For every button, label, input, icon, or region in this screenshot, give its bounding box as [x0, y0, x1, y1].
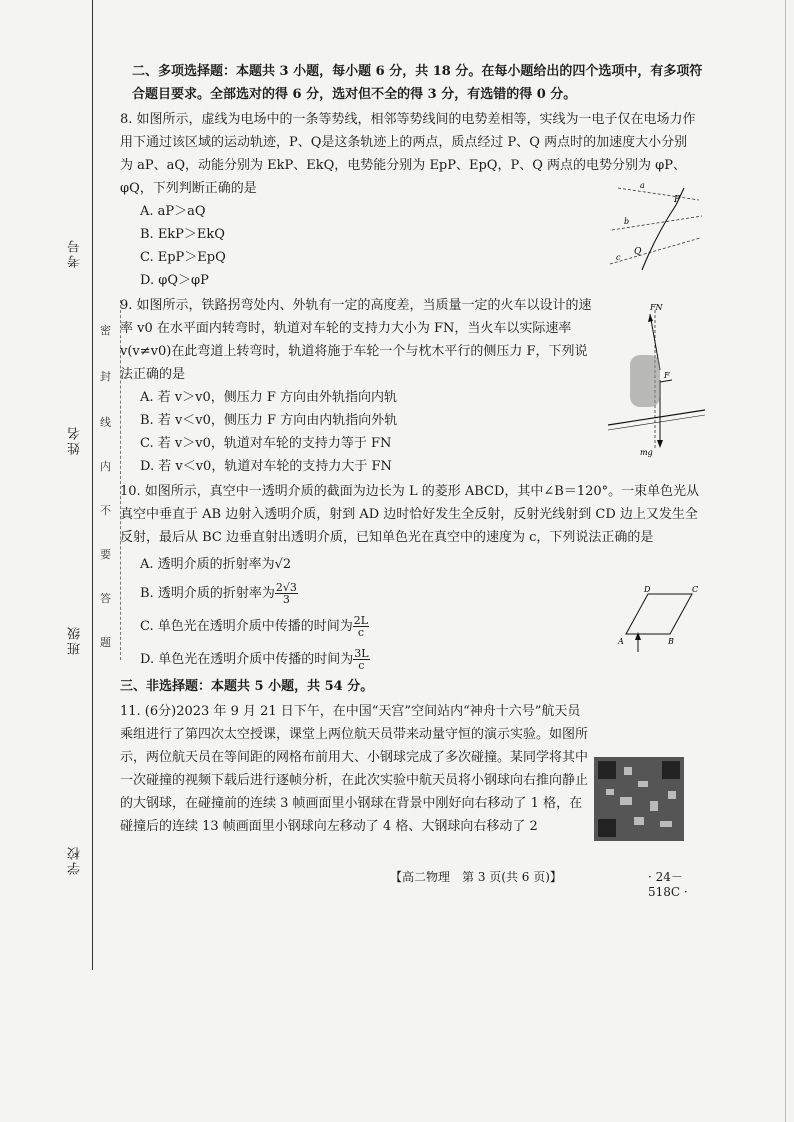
q10-option-c	[120, 615, 600, 638]
q10-option-b	[120, 582, 600, 605]
q8-option-c: C. EpP＞EpQ	[140, 250, 226, 265]
page-edge	[785, 0, 786, 1122]
label-d: D	[644, 585, 651, 594]
label-a: a	[640, 181, 645, 190]
label-f: F	[664, 371, 670, 380]
label-fn: FN	[650, 303, 663, 312]
seal-char: 封	[100, 370, 111, 383]
equipotential-line-a	[618, 188, 699, 200]
label-a: A	[618, 637, 624, 646]
arrow-head	[648, 314, 653, 322]
side-label-xingming: 姓名	[68, 425, 83, 455]
footer-code: · 24－518C ·	[648, 870, 688, 899]
q11-stem: 11. (6分)2023 年 9 月 21 日下午，在中国“天宫”空间站内“神舟十六号”航天员乘组进行了第四次太空授课，课堂上两位航天员带来动量守恒的演示实验。如图所示，两位航天员在等间距的网格布前用大、小钢球完成了多次碰撞。某同学将其中一次碰撞的视频下载后进行逐帧分析，在此次实验中航天员将小钢球向右推向静止的大钢球，在碰撞前的连续 3 帧画面里小钢球在背景中刚好向右移动了 1 格，在碰撞后的连续 13 帧画面里小钢球向左移动了 4 格、大钢球向右移动了 2	[120, 704, 589, 834]
side-force-arrow	[660, 380, 672, 382]
footer-page-info: 【高二物理 第 3 页(共 6 页)】	[390, 870, 562, 884]
seal-char: 密	[100, 324, 111, 337]
q8-option-d: D. φQ＞φP	[140, 273, 209, 288]
q9-stem: 9. 如图所示，铁路拐弯处内、外轨有一定的高度差，当质量一定的火车以设计的速率 v0 在水平面内转弯时，轨道对车轮的支持力大小为 FN，当火车以实际速率 v(v≠v0)在此弯道上转弯时，轨道将施于车轮一个与枕木平行的侧压力 F，下列说法正确的是	[120, 298, 592, 382]
fraction-denominator: c	[358, 659, 365, 672]
q10-option-b-text: B. 透明介质的折射率为	[140, 586, 275, 601]
q8-stem: 8. 如图所示，虚线为电场中的一条等势线，相邻等势线间的电势差相等，实线为一电子仅在电场力作用下通过该区域的运动轨迹，P、Q是这条轨迹上的两点，质点经过 P、Q 两点时的加速度大小分别为 aP、aQ，动能分别为 EkP、EkQ，电势能分别为 EpP、EpQ，P、Q 两点的电势分别为 φP、φQ，下列判断正确的是	[120, 112, 696, 196]
seal-char: 不	[100, 504, 111, 517]
q8-option-a: A. aP＞aQ	[140, 204, 206, 219]
q10-option-c-text: C. 单色光在透明介质中传播的时间为	[140, 619, 353, 634]
fraction-numerator: 3L	[354, 647, 369, 660]
side-label-xuexiao: 学校	[68, 845, 83, 875]
q10-option-d	[120, 648, 600, 671]
q9-option-b: B. 若 v＜v0，侧压力 F 方向由内轨指向外轨	[140, 413, 398, 428]
seal-char: 内	[100, 460, 111, 473]
fraction-numerator: 2L	[353, 614, 369, 627]
label-c: c	[616, 253, 621, 262]
arrow-head	[657, 440, 663, 448]
q9-option-d: D. 若 v＜v0，轨道对车轮的支持力大于 FN	[140, 459, 392, 474]
fraction	[275, 582, 298, 605]
q10-stem: 10. 如图所示，真空中一透明介质的截面为边长为 L 的菱形 ABCD，其中∠B＝120°。一束单色光从真空中垂直于 AB 边射入透明介质，射到 AD 边时恰好发生全反射，反射光线射到 CD 边上又发生全反射，最后从 BC 边垂直射出透明介质，已知单色光在真空中的速度为 c，下列说法正确的是	[120, 484, 700, 545]
q9-option-a: A. 若 v＞v0，侧压力 F 方向由外轨指向内轨	[140, 390, 398, 405]
section3-title: 三、非选择题：本题共 5 小题，共 54 分。	[120, 679, 374, 694]
fraction-denominator: c	[357, 626, 364, 639]
label-q: Q	[634, 247, 642, 257]
side-label-kaohao: 考号	[68, 238, 83, 268]
seal-char: 线	[100, 416, 111, 429]
fraction-denominator: 3	[282, 593, 290, 606]
qr-code-image	[594, 757, 684, 841]
q10-option-a: A. 透明介质的折射率为√2	[140, 557, 292, 572]
arrow-head	[635, 632, 641, 640]
seal-char: 题	[100, 636, 111, 649]
q10-option-d-text: D. 单色光在透明介质中传播的时间为	[140, 652, 354, 667]
label-c: C	[692, 585, 699, 594]
seal-char: 要	[100, 548, 111, 561]
q9-figure	[600, 300, 710, 460]
section2-title: 二、多项选择题：本题共 3 小题，每小题 6 分，共 18 分。在每小题给出的四个选项中，有多项符合题目要求。全部选对的得 6 分，选对但不全的得 3 分，有选错的得 0 分。	[132, 64, 703, 102]
q8-figure	[604, 180, 708, 272]
fraction-numerator: 2√3	[275, 581, 297, 594]
q9-option-c: C. 若 v＞v0，轨道对车轮的支持力等于 FN	[140, 436, 392, 451]
rhombus-abcd	[626, 594, 692, 634]
label-b: B	[668, 637, 674, 646]
train-wheel	[630, 355, 660, 407]
seal-char: 答	[100, 592, 111, 605]
label-p: P	[674, 195, 681, 205]
label-b: b	[624, 217, 630, 226]
q8-option-b: B. EkP＞EkQ	[140, 227, 225, 242]
fraction	[353, 648, 369, 671]
binding-line	[92, 0, 93, 970]
label-mg: mg	[640, 448, 653, 457]
side-label-banji: 班级	[68, 625, 83, 655]
q10-figure	[612, 582, 707, 654]
fraction	[353, 615, 369, 638]
